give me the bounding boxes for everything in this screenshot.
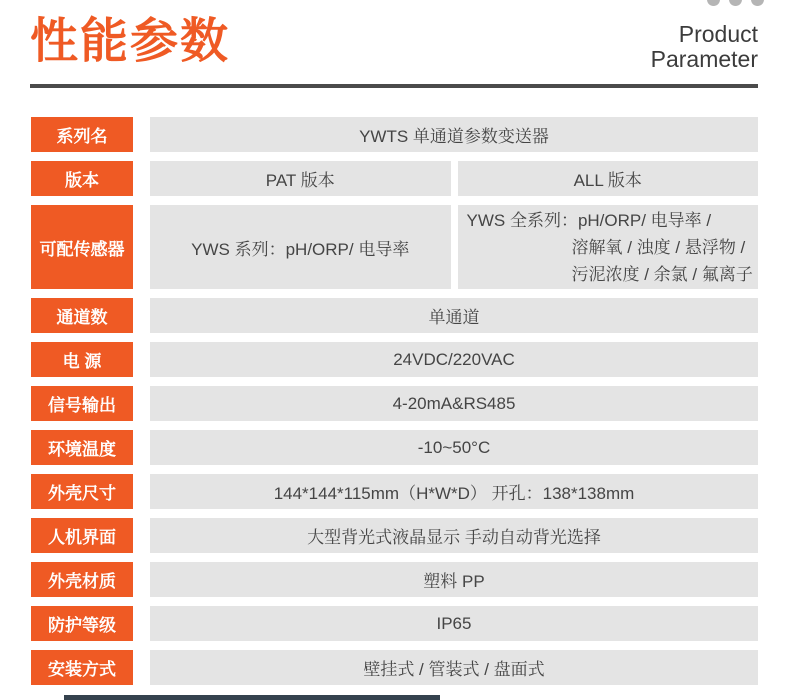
row-label: 防护等级 xyxy=(31,606,133,641)
row-value: 4-20mA&RS485 xyxy=(150,386,758,421)
row-value-left: PAT 版本 xyxy=(150,161,451,196)
row-value: 塑料 PP xyxy=(150,562,758,597)
table-row-signal-output xyxy=(31,386,758,421)
row-label: 信号输出 xyxy=(31,386,133,421)
table-row-protection-rating xyxy=(31,606,758,641)
row-value-right: ALL 版本 xyxy=(458,161,759,196)
subtitle-line-2: Parameter xyxy=(650,46,758,72)
row-value: -10~50°C xyxy=(150,430,758,465)
table-row-channels xyxy=(31,298,758,333)
row-label: 通道数 xyxy=(31,298,133,333)
parameter-table xyxy=(31,117,758,694)
dot-icon xyxy=(729,0,742,6)
sensor-line-2: 溶解氧 / 浊度 / 悬浮物 / xyxy=(571,237,746,257)
page-subtitle xyxy=(651,22,758,72)
table-row-power xyxy=(31,342,758,377)
row-label: 外壳尺寸 xyxy=(31,474,133,509)
row-label: 可配传感器 xyxy=(31,205,133,289)
sensor-line-1: YWS 全系列：pH/ORP/ 电导率 / xyxy=(466,210,712,230)
table-row-installation xyxy=(31,650,758,685)
row-label: 版本 xyxy=(31,161,133,196)
table-row-hmi xyxy=(31,518,758,553)
table-row-version xyxy=(31,161,758,196)
row-value: YWTS 单通道参数变送器 xyxy=(150,117,758,152)
row-label: 环境温度 xyxy=(31,430,133,465)
row-label: 安装方式 xyxy=(31,650,133,685)
row-value: 24VDC/220VAC xyxy=(150,342,758,377)
sensor-line-3: 污泥浓度 / 余氯 / 氟离子 xyxy=(571,264,753,284)
table-row-enclosure-size xyxy=(31,474,758,509)
table-row-ambient-temp xyxy=(31,430,758,465)
table-row-series xyxy=(31,117,758,152)
table-row-sensors xyxy=(31,205,758,289)
dot-icon xyxy=(707,0,720,6)
page-title: 性能参数 xyxy=(30,15,231,68)
decorative-dots xyxy=(707,0,764,6)
header-divider xyxy=(30,84,758,88)
row-value: 单通道 xyxy=(150,298,758,333)
row-value-left: YWS 系列：pH/ORP/ 电导率 xyxy=(150,205,451,289)
row-value: 壁挂式 / 管装式 / 盘面式 xyxy=(150,650,758,685)
row-value: 大型背光式液晶显示 手动自动背光选择 xyxy=(150,518,758,553)
row-value: IP65 xyxy=(150,606,758,641)
row-value-right xyxy=(458,205,759,289)
row-label: 外壳材质 xyxy=(31,562,133,597)
next-section-edge-bar xyxy=(64,695,440,700)
dot-icon xyxy=(751,0,764,6)
row-label: 人机界面 xyxy=(31,518,133,553)
row-label: 电 源 xyxy=(31,342,133,377)
row-value: 144*144*115mm（H*W*D） 开孔：138*138mm xyxy=(150,474,758,509)
subtitle-line-1: Product xyxy=(678,21,758,47)
row-label: 系列名 xyxy=(31,117,133,152)
table-row-enclosure-material xyxy=(31,562,758,597)
